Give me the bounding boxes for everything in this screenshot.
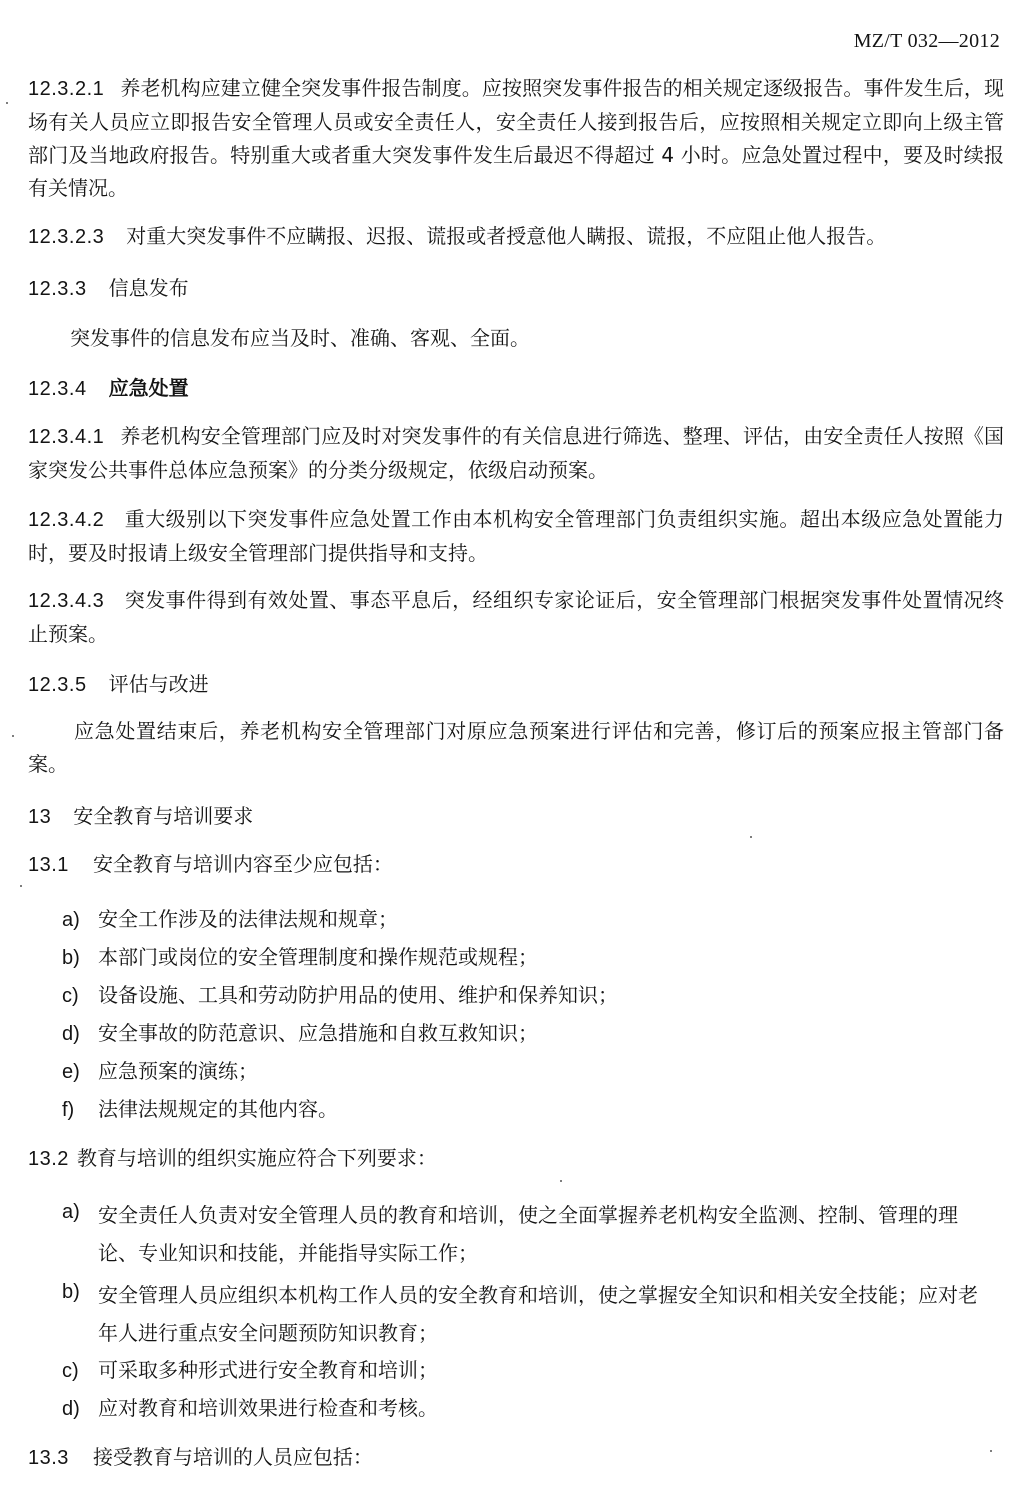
- list-label: a): [62, 1201, 80, 1223]
- list-item: [62, 903, 992, 937]
- list-label: d): [62, 1398, 80, 1420]
- list-item: [62, 1276, 992, 1352]
- clause-12-3-4-2: [28, 503, 1004, 570]
- list-item: [62, 1354, 992, 1388]
- scan-speck: [20, 885, 22, 887]
- list-text: 安全工作涉及的法律法规和规章；: [98, 907, 398, 931]
- list-label: d): [62, 1023, 80, 1045]
- list-text: 可采取多种形式进行安全教育和培训；: [98, 1358, 438, 1382]
- clause-number: 13.2: [28, 1148, 69, 1170]
- clause-text: 养老机构应建立健全突发事件报告制度。应按照突发事件报告的相关规定逐级报告。事件发生后，现场有关人员应立即报告安全管理人员或安全责任人，安全责任人接到报告后，应按照相关规定立即向上级主管部门及当地政府报告。特别重大或者重大突发事件发生后最迟不得超过 4 小时。应急处置过程中，要及时续报有关情况。: [28, 76, 1004, 200]
- clause-title: 接受教育与培训的人员应包括：: [92, 1445, 373, 1469]
- clause-number: 13.1: [28, 854, 69, 876]
- clause-number: 12.3.2.1: [28, 78, 105, 100]
- list-text: 设备设施、工具和劳动防护用品的使用、维护和保养知识；: [98, 983, 618, 1007]
- list-text: 安全事故的防范意识、应急措施和自救互救知识；: [98, 1021, 538, 1045]
- list-text: 应急预案的演练；: [98, 1059, 258, 1083]
- clause-number: 12.3.2.3: [28, 226, 105, 248]
- list-label: b): [62, 1281, 80, 1303]
- scan-speck: [750, 836, 752, 838]
- scan-speck: [6, 102, 8, 104]
- clause-text: 突发事件得到有效处置、事态平息后，经组织专家论证后，安全管理部门根据突发事件处置情况终止预案。: [28, 588, 1004, 646]
- clause-number: 12.3.4.1: [28, 426, 105, 448]
- clause-13-2-heading: [28, 1142, 1004, 1176]
- list-item: [62, 1055, 992, 1089]
- clause-title: 信息发布: [108, 276, 189, 300]
- scan-speck: [560, 1180, 562, 1182]
- list-label: f): [62, 1099, 75, 1121]
- chapter-number: 13: [28, 806, 52, 828]
- list-label: e): [62, 1061, 80, 1083]
- list-item: [62, 941, 992, 975]
- clause-12-3-4-1: [28, 420, 1004, 487]
- clause-title: 安全教育与培训内容至少应包括：: [92, 852, 393, 876]
- list-text: 应对教育和培训效果进行检查和考核。: [98, 1396, 438, 1420]
- clause-12-3-4-heading: [28, 372, 1004, 406]
- list-item: [62, 979, 992, 1013]
- list-item: [62, 1017, 992, 1051]
- chapter-title: 安全教育与培训要求: [73, 804, 254, 828]
- clause-12-3-4-3: [28, 584, 1004, 651]
- standard-code: MZ/T 032—2012: [853, 30, 1000, 52]
- list-text: 安全管理人员应组织本机构工作人员的安全教育和培训，使之掌握安全知识和相关安全技能；应对老年人进行重点安全问题预防知识教育；: [98, 1283, 978, 1345]
- list-item: [62, 1392, 992, 1426]
- clause-number: 12.3.3: [28, 278, 87, 300]
- list-item: [62, 1196, 992, 1272]
- clause-text: 重大级别以下突发事件应急处置工作由本机构安全管理部门负责组织实施。超出本级应急处置能力时，要及时报请上级安全管理部门提供指导和支持。: [28, 507, 1004, 565]
- clause-12-3-2-1: [28, 72, 1004, 205]
- clause-13-1-heading: [28, 848, 1004, 882]
- list-label: c): [62, 985, 79, 1007]
- clause-number: 12.3.4: [28, 378, 87, 400]
- list-text: 法律法规规定的其他内容。: [98, 1097, 338, 1121]
- clause-12-3-5-body: 应急处置结束后，养老机构安全管理部门对原应急预案进行评估和完善，修订后的预案应报主管部门备案。: [28, 719, 1004, 776]
- clause-text: 养老机构安全管理部门应及时对突发事件的有关信息进行筛选、整理、评估，由安全责任人按照《国家突发公共事件总体应急预案》的分类分级规定，依级启动预案。: [28, 424, 1004, 482]
- chapter-13-heading: [28, 800, 1004, 834]
- list-item: [62, 1093, 992, 1127]
- clause-number: 12.3.4.2: [28, 509, 105, 531]
- scan-speck: [12, 735, 14, 737]
- clause-title: 教育与培训的组织实施应符合下列要求：: [76, 1146, 437, 1170]
- clause-12-3-2-3: [28, 220, 1004, 254]
- clause-13-3-heading: [28, 1441, 1004, 1475]
- clause-12-3-5-heading: [28, 668, 1004, 702]
- list-label: b): [62, 947, 80, 969]
- list-label: a): [62, 909, 80, 931]
- clause-title: 评估与改进: [108, 672, 209, 696]
- clause-number: 12.3.5: [28, 674, 87, 696]
- clause-number: 13.3: [28, 1447, 69, 1469]
- scan-speck: [990, 1450, 992, 1452]
- list-text: 本部门或岗位的安全管理制度和操作规范或规程；: [98, 945, 538, 969]
- clause-title: 应急处置: [108, 376, 189, 400]
- list-label: c): [62, 1360, 79, 1382]
- clause-12-3-3-heading: [28, 272, 1004, 306]
- clause-12-3-3-body: 突发事件的信息发布应当及时、准确、客观、全面。: [70, 326, 530, 350]
- clause-number: 12.3.4.3: [28, 590, 105, 612]
- list-text: 安全责任人负责对安全管理人员的教育和培训，使之全面掌握养老机构安全监测、控制、管理的理论、专业知识和技能，并能指导实际工作；: [98, 1203, 958, 1265]
- clause-text: 对重大突发事件不应瞒报、迟报、谎报或者授意他人瞒报、谎报，不应阻止他人报告。: [126, 224, 887, 248]
